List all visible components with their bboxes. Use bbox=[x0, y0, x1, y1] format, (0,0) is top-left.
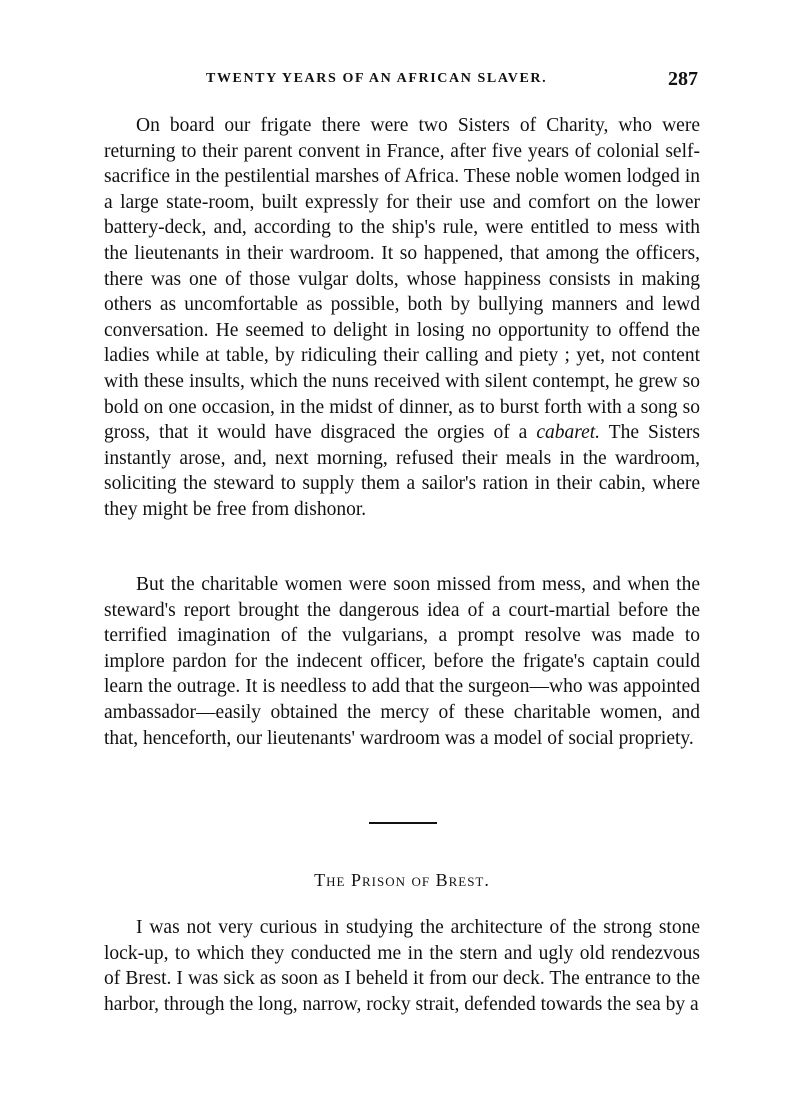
section-heading: The Prison of Brest. bbox=[314, 870, 490, 890]
paragraph-text: The Sisters instantly arose, and, next morning, refused their meals in the wardroom, soliciting the steward to supply them a sailor's ration in their cabin, where they might be free from dishonor. bbox=[104, 422, 700, 520]
page-header bbox=[104, 68, 700, 94]
section-divider bbox=[369, 822, 437, 824]
paragraph-sisters-of-charity bbox=[104, 113, 700, 523]
paragraph-text: On board our frigate there were two Sisters of Charity, who were returning to their parent convent in France, after five years of colonial self-sacrifice in the pestilential marshes of Africa. These noble women lodged in a large state-room, built expressly for their use and comfort on the lower battery-deck, and, according to the ship's rule, were entitled to mess with the lieutenants in their wardroom. It so happened, that among the officers, there was one of those vulgar dolts, whose happiness consists in making others as uncomfortable as possible, both by bullying manners and lewd conversation. He seemed to delight in losing no opportunity to offend the ladies while at table, by ridiculing their calling and piety ; yet, not content with these insults, which the nuns received with silent contempt, he grew so bold on one occasion, in the midst of dinner, as to burst forth with a song so gross, that it would have disgraced the orgies of a bbox=[104, 115, 700, 444]
paragraph-court-martial: But the charitable women were soon missed from mess, and when the steward's report brought the dangerous idea of a court-martial before the terrified imagination of the vulgarians, a prompt resolve was made to implore pardon for the indecent officer, before the frigate's captain could learn the outrage. It is needless to add that the surgeon—who was appointed ambassador—easily obtained the mercy of these charitable women, and that, henceforth, our lieutenants' wardroom was a model of social propriety. bbox=[104, 574, 700, 749]
running-title: TWENTY YEARS OF AN AFRICAN SLAVER. bbox=[206, 71, 548, 86]
italic-word-cabaret: cabaret. bbox=[536, 422, 601, 444]
page-number: 287 bbox=[668, 68, 698, 90]
paragraph-prison-of-brest: I was not very curious in studying the architecture of the strong stone lock-up, to which they conducted me in the stern and ugly old rendezvous of Brest. I was sick as soon as I beheld it from our deck. The entrance to the harbor, through the long, narrow, rocky strait, defended towards the sea by a bbox=[104, 917, 700, 1015]
